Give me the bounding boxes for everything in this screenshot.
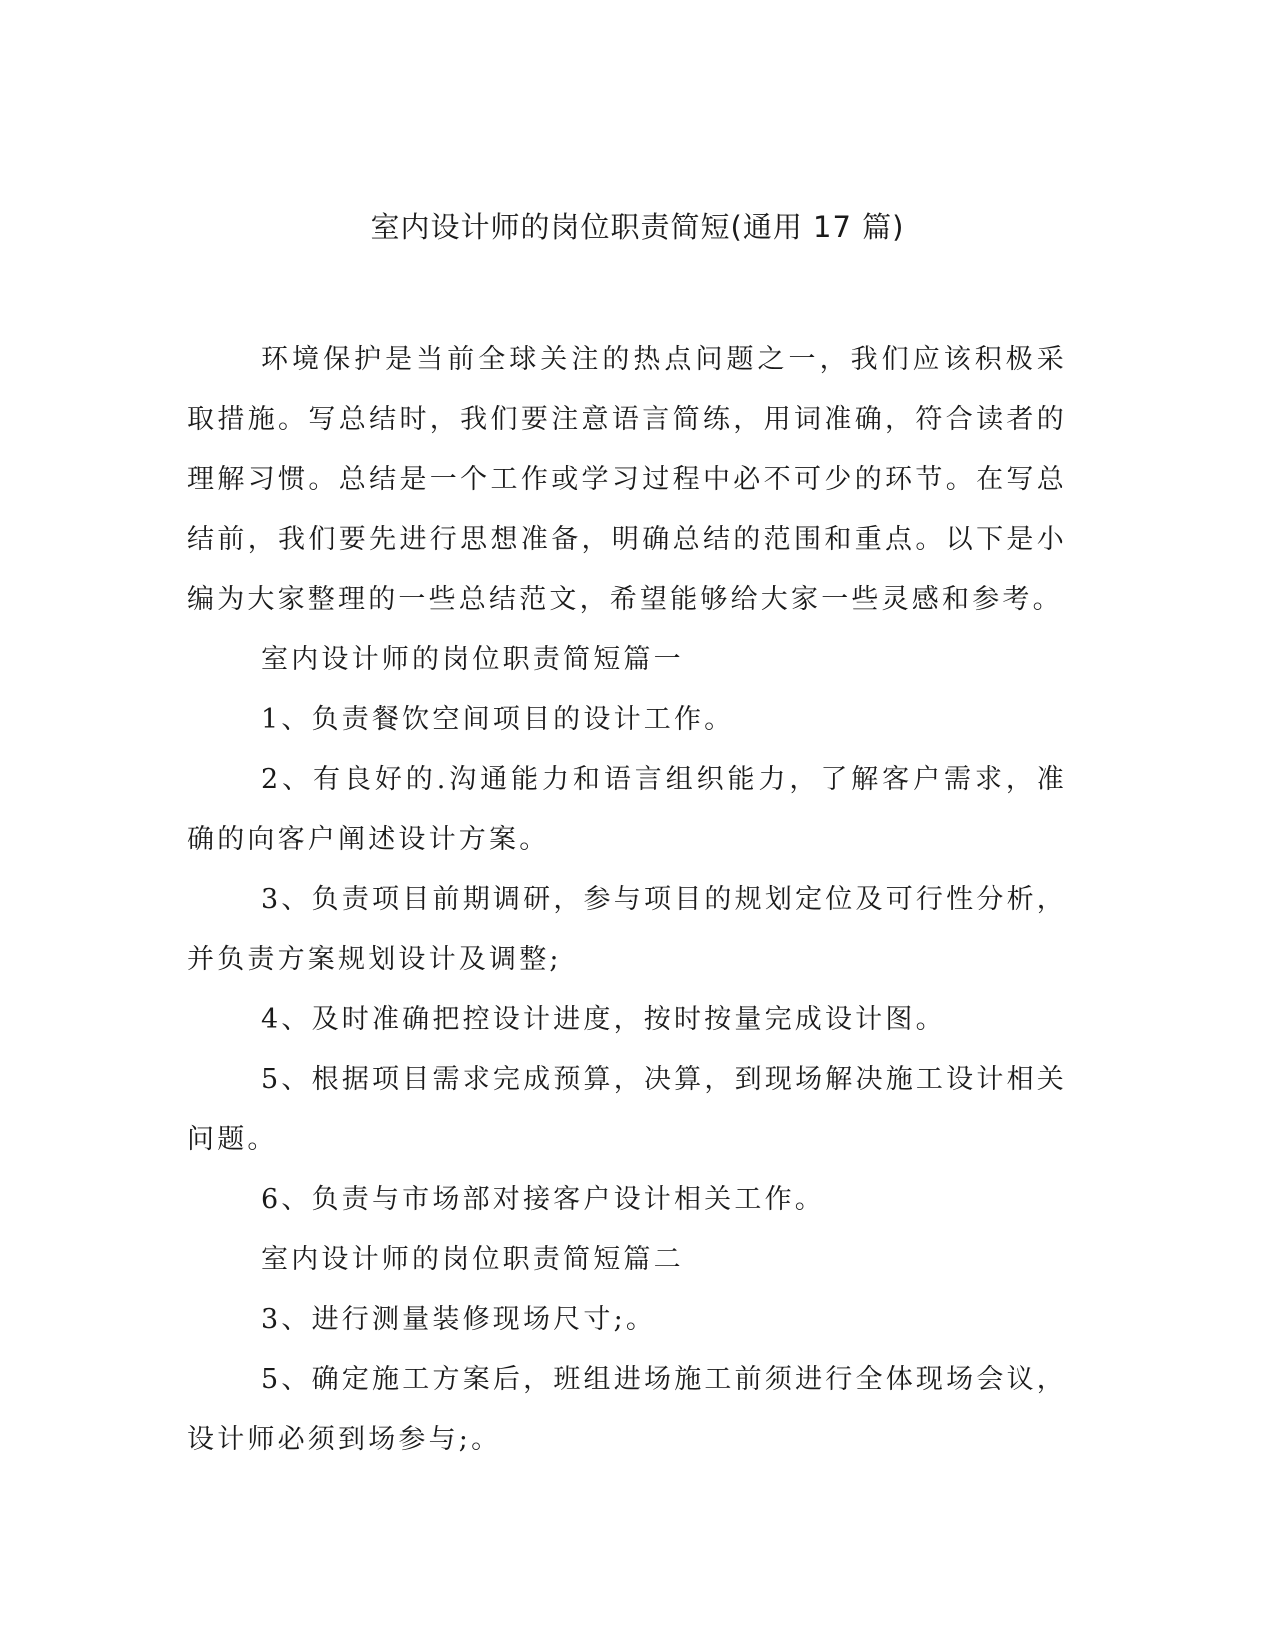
list-item: 4、及时准确把控设计进度，按时按量完成设计图。 [261, 1004, 946, 1035]
section-heading-2: 室内设计师的岗位职责简短篇二 [261, 1244, 684, 1275]
list-item: 1、负责餐饮空间项目的设计工作。 [261, 704, 735, 735]
list-item: 2、有良好的.沟通能力和语言组织能力，了解客户需求，准确的向客户阐述设计方案。 [187, 764, 1067, 855]
list-item: 5、根据项目需求完成预算，决算，到现场解决施工设计相关问题。 [187, 1064, 1067, 1155]
list-item: 3、负责项目前期调研，参与项目的规划定位及可行性分析，并负责方案规划设计及调整; [187, 884, 1067, 975]
document-title: 室内设计师的岗位职责简短(通用 17 篇) [370, 210, 905, 244]
list-item: 6、负责与市场部对接客户设计相关工作。 [261, 1184, 825, 1215]
intro-paragraph: 环境保护是当前全球关注的热点问题之一，我们应该积极采取措施。写总结时，我们要注意语言简练，用词准确，符合读者的理解习惯。总结是一个工作或学习过程中必不可少的环节。在写总结前，我们要先进行思想准备，明确总结的范围和重点。以下是小编为大家整理的一些总结范文，希望能够给大家一些灵感和参考。 [187, 344, 1067, 615]
list-item: 3、进行测量装修现场尺寸;。 [261, 1304, 657, 1335]
section-heading-1: 室内设计师的岗位职责简短篇一 [261, 644, 684, 675]
document-body [187, 330, 1067, 1470]
list-item: 5、确定施工方案后，班组进场施工前须进行全体现场会议，设计师必须到场参与;。 [187, 1364, 1067, 1455]
